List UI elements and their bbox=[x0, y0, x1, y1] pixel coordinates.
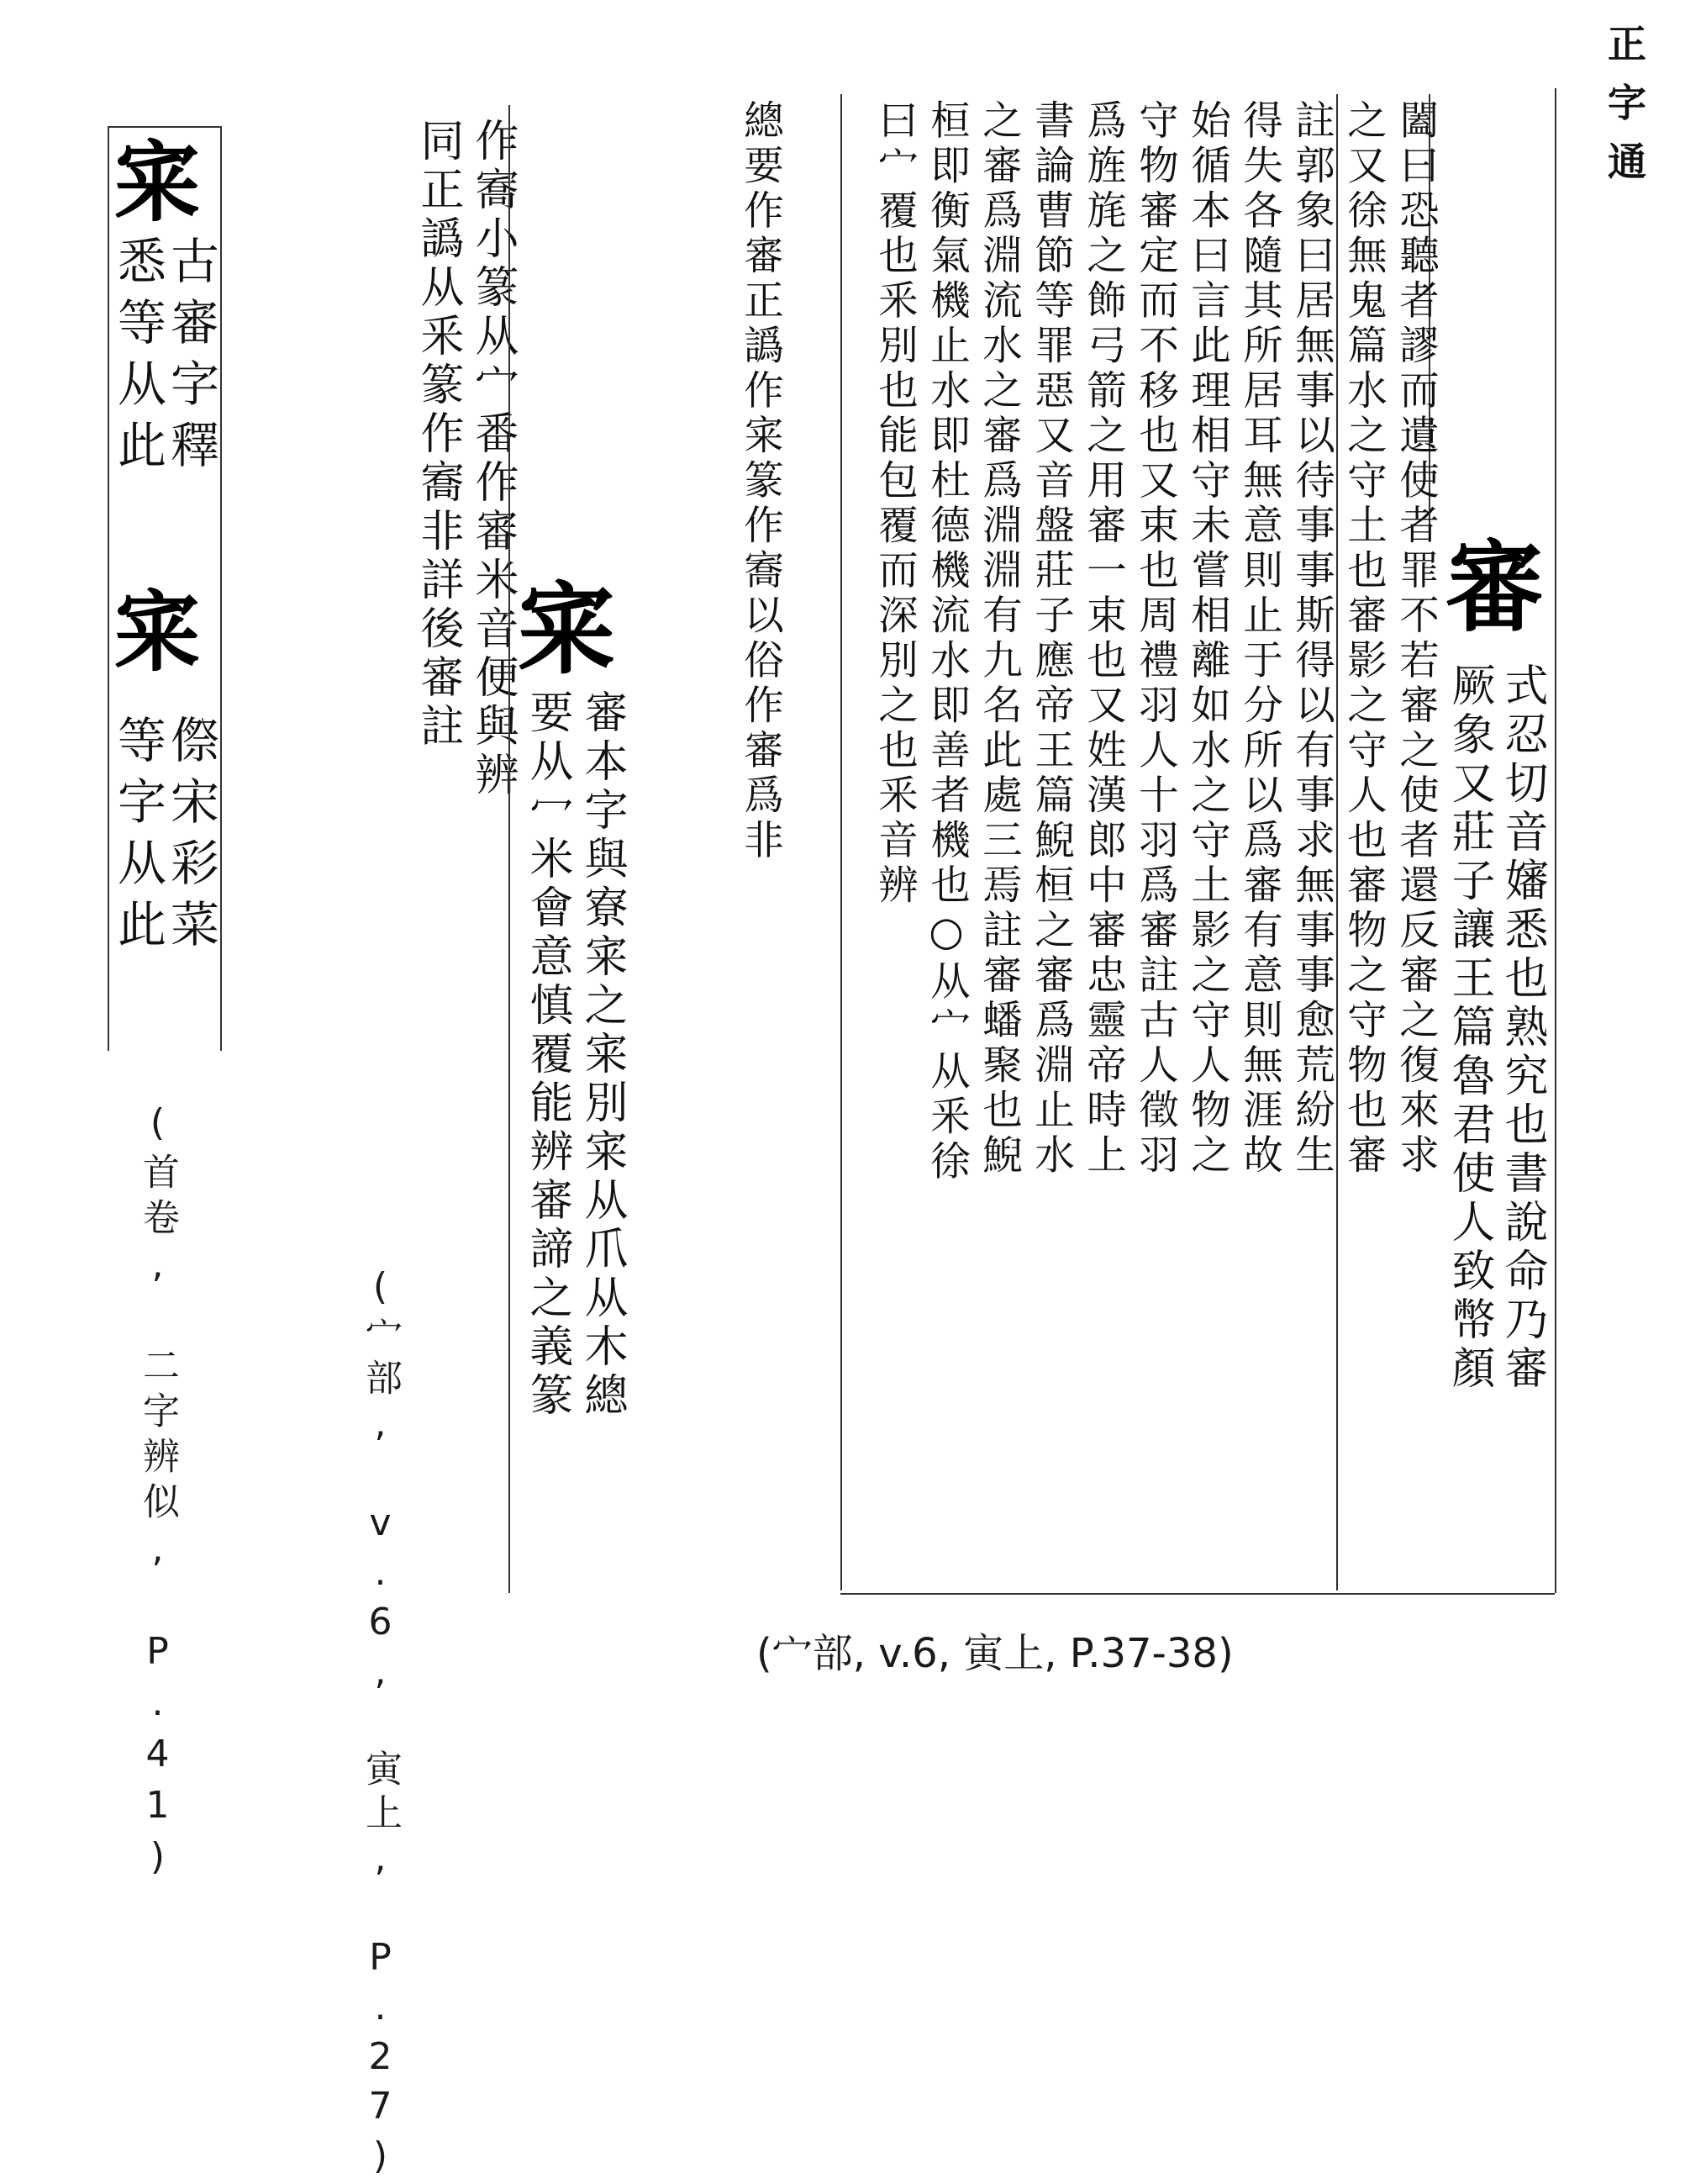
entry-column: 爲旌旄之飾弓箭之用審一束也又姓漢郎中審忠靈帝時上 bbox=[1079, 99, 1126, 1179]
left-column: 悉等从此 bbox=[109, 235, 166, 481]
entry-column: 式忍切音嬸悉也熟究也書說命乃審 bbox=[1497, 662, 1547, 1394]
left-headword-top: 宷 bbox=[113, 130, 202, 234]
entry-column: 厥象又莊子讓王篇魯君使人致幣顏 bbox=[1444, 662, 1494, 1394]
entry-column: 註郭象曰居無事以待事事斯得以有事求無事事愈荒紛生 bbox=[1287, 99, 1335, 1179]
entry-column: 曰宀覆也釆別也能包覆而深別之也釆音辨 bbox=[871, 99, 918, 909]
entry-column: 書論曹節等罪惡又音盤莊子應帝王篇鯢桓之審爲淵止水 bbox=[1027, 99, 1074, 1179]
entry-column: 審本字與寮宷之宷別宷从爪从木總 bbox=[577, 689, 627, 1421]
column-rule bbox=[508, 105, 510, 1593]
citation-shen: (宀部, v.6, 寅上, P.37-38) bbox=[756, 1630, 1234, 1677]
entry-column: 守物審定而不移也又束也周禮羽人十羽爲審註古人徵羽 bbox=[1131, 99, 1178, 1179]
entry-column: 之審爲淵流水之審爲淵淵有九名此處三焉註審蟠聚也鯢 bbox=[975, 99, 1022, 1179]
left-headword-mid: 宷 bbox=[113, 580, 202, 683]
entry-column: 得失各隨其所居耳無意則止于分所以爲審有意則無涯故 bbox=[1235, 99, 1282, 1179]
citation-left: (首卷, 二字辨似, P.41) bbox=[136, 1101, 179, 1886]
headword-shen: 審 bbox=[1445, 529, 1545, 646]
entry-column: 桓即衡氣機止水即杜德機流水即善者機也○从宀从釆徐 bbox=[923, 99, 970, 1185]
column-rule bbox=[1336, 94, 1338, 1591]
entry-column: 作㝯小篆从宀番作審米音便與辨 bbox=[467, 118, 518, 800]
box-rule-top bbox=[108, 126, 220, 128]
entry-column: 總要作審正譌作宷篆作㝯以俗作審爲非 bbox=[736, 99, 783, 864]
entry-column: 之又徐無鬼篇水之守土也審影之守人也審物之守物也審 bbox=[1340, 99, 1387, 1179]
entry-column: 始循本曰言此理相守未嘗相離如水之守土影之守人物之 bbox=[1183, 99, 1230, 1179]
entry-column: 闔曰恐聽者謬而遺使者罪不若審之使者還反審之復來求 bbox=[1392, 99, 1439, 1179]
headword-shen-variant: 宷 bbox=[517, 571, 617, 688]
left-column: 等字从此 bbox=[109, 715, 166, 960]
entry-column: 同正譌从釆篆作㝯非詳後審註 bbox=[413, 118, 463, 752]
left-column: 傺宋彩菜 bbox=[162, 715, 219, 960]
frame-rule-right bbox=[1555, 88, 1556, 1593]
left-column: 古審字釋 bbox=[162, 235, 219, 481]
box-rule-right bbox=[220, 126, 222, 1051]
entry-column: 要从冖米會意慎覆能辨審諦之義篆 bbox=[522, 689, 572, 1421]
page-title: 正字通 bbox=[1602, 24, 1647, 200]
column-rule bbox=[840, 94, 842, 1591]
citation-shen-variant: (宀部, v.6, 寅上, P.27) bbox=[359, 1265, 402, 2184]
frame-rule-bottom bbox=[840, 1593, 1555, 1595]
